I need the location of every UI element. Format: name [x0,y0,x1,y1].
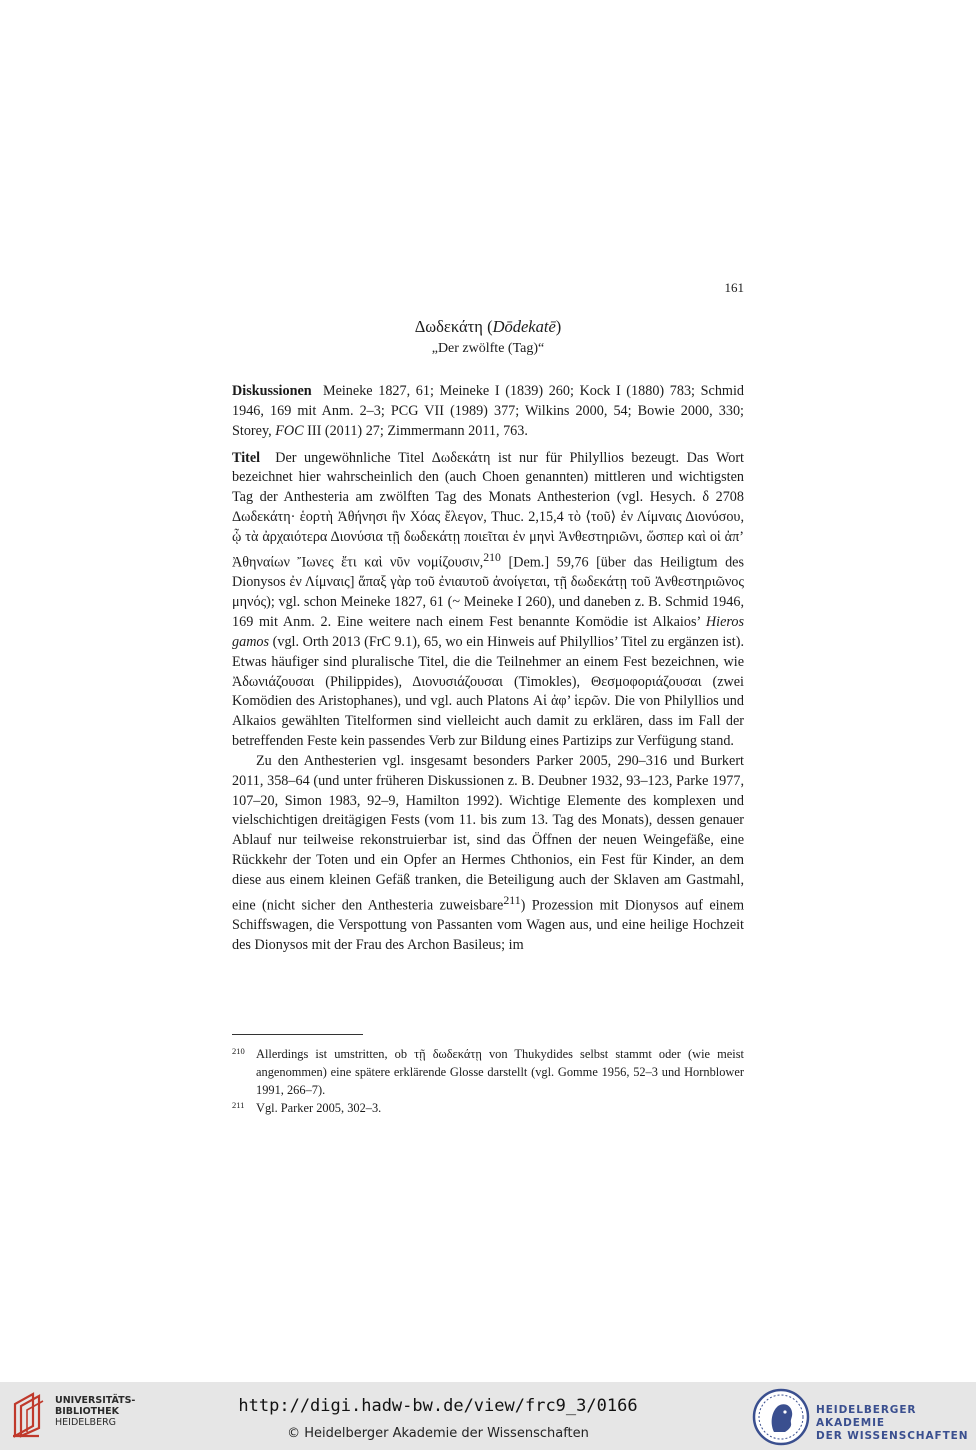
anthesterien-paragraph [232,752,744,956]
footnote-number: 211 [232,1100,245,1110]
footnote-number: 210 [232,1046,245,1056]
page-subtitle: „Der zwölfte (Tag)“ [431,341,545,356]
viewer-footer [0,1382,976,1450]
hadw-logo-line2: DER WISSENSCHAFTEN [816,1430,969,1442]
paragraph2-text-a: Zu den Anthesterien vgl. insgesamt besonders Parker 2005, 290–316 und Burkert 2011, 358–64 (und unter früheren Diskussionen z. B. Deubner 1932, 93–123, Parke 1977, 107–20, Simon 1983, 92–9, Hamilton 1992). Wichtige Elemente des komplexen und vielschichtigen dreitägigen Fests (vom 11. bis zum 13. Tag des Monats), dessen genauer Ablauf nur teilweise rekonstruierbar ist, sind das Öffnen der neuen Weingefäße, eine Rückkehr der Toten und ein Opfer an Hermes Chthonios, ein Fest für Kinder, an dem diese aus einem kleinen Gefäß tranken, die Beteiligung auch der Sklaven am Gastmahl, eine (nicht sicher den Anthesteria zuweisbare [232,752,744,914]
titel-text-italic: Hieros gamos [232,614,744,650]
footnote-ref-210[interactable]: 210 [483,549,501,564]
title-transliteration: Dōdekatē [492,317,556,336]
main-text [232,382,744,956]
footnote-ref-211[interactable]: 211 [503,892,521,907]
page-title [232,317,744,337]
titel-paragraph [232,449,744,752]
paragraph2-text-b: ) Prozession mit Dionysos auf einem Schiffswagen, die Verspottung von Passanten vom Wagen aus, und eine heilige Hochzeit des Dionysos mit der Frau des Archon Basileus; im [232,897,744,954]
discussions-text-b: III (2011) 27; Zimmermann 2011, 763. [303,422,528,439]
discussions-label: Diskussionen [232,383,312,399]
titel-text-c: (vgl. Orth 2013 (FrC 9.1), 65, wo ein Hinweis auf Philyllios’ Titel zu ergänzen ist). Etwas häufiger sind pluralische Titel, die die Teilnehmer an einem Fest bezeichnen, wie Ἀδωνιάζουσαι (Philippides), Διονυσιάζουσαι (Timokles), Θεσμοφοριάζουσαι (zwei Komödien des Aristophanes), und vgl. auch Platons Αἱ ἀφ’ ἱερῶν. Die von Philyllios und Alkaios gewählten Titelformen sind vielleicht auch damit zu erklären, dass im Fall der betreffenden Feste kein passendes Verb zur Bildung eines Partizips zur Verfügung stand. [232,633,744,750]
footnote-211 [232,1099,744,1117]
footnote-text: Allerdings ist umstritten, ob τῇ δωδεκάτῃ von Thukydides selbst stammt oder (wie meist angenommen) eine spätere erklärende Glosse darstellt (vgl. Gomme 1956, 52–3 und Hornblower 1991, 266–7). [256,1047,744,1097]
titel-label: Titel [232,449,261,466]
titel-text-b: [Dem.] 59,76 [über das Heiligtum des Dionysos ἐν Λίμναις] ἅπαξ γὰρ τοῦ ἐνιαυτοῦ ἀνοίγεται, τῇ δωδεκάτῃ τοῦ Ἀνθεστηριῶνος μηνός); vgl. schon Meineke 1827, 61 (~ Meineke I 260), und daneben z. B. Schmid 1946, 169 mit Anm. 2. Eine weitere nach einem Fest benannte Komödie ist Alkaios’ [232,554,744,631]
footnote-divider [232,1034,363,1035]
footnote-210 [232,1045,744,1099]
title-greek: Δωδεκάτη [414,317,483,336]
title-paren-open: ( [482,317,493,336]
discussions-text-a: Meineke 1827, 61; Meineke I (1839) 260; Kock I (1880) 783; Schmid 1946, 169 mit Anm. 2–3; PCG VII (1989) 377; Wilkins 2000, 54; Bowie 2000, 330; Storey, [232,383,745,439]
ub-logo-text [55,1395,135,1428]
title-paren-close: ) [555,317,562,336]
ub-heidelberg-logo[interactable] [9,1389,149,1439]
titel-text-a: Der ungewöhnliche Titel Δωδεκάτη ist nur für Philyllios bezeugt. Das Wort bezeichnet hier wahrscheinlich den (auch Choen genannten) mittleren und wichtigsten Tag der Anthesteria am zwölften Tag des Monats Anthesterion (vgl. Hesych. δ 2708 Δωδεκάτη· ἑορτὴ Ἀθήνησι ἣν Χόας ἔλεγον, Thuc. 2,15,4 τὸ ⟨τοῦ⟩ ἐν Λίμναις Διονύσου, ᾧ τὰ ἀρχαιότερα Διονύσια τῇ δωδεκάτῃ ποιεῖται ἐν μηνὶ Ἀνθεστηριῶνι, ὥσπερ καὶ οἱ ἀπ’ Ἀθηναίων Ἴωνες ἔτι καὶ νῦν νομίζουσιν, [232,449,744,571]
ub-logo-line2: BIBLIOTHEK [55,1406,119,1417]
academy-seal-icon [752,1388,810,1446]
discussions-text-italic: FOC [275,422,304,439]
page-number: 161 [724,280,744,295]
discussions-paragraph [232,382,744,442]
footnotes [232,1045,744,1117]
footnote-text: Vgl. Parker 2005, 302–3. [256,1101,382,1115]
ub-logo-line1: UNIVERSITÄTS- [55,1395,136,1406]
ub-logo-line3: HEIDELBERG [55,1417,117,1428]
hadw-logo-line1: HEIDELBERGER AKADEMIE [816,1404,917,1429]
hadw-logo[interactable] [752,1388,972,1446]
library-books-icon [9,1392,49,1438]
source-url-link[interactable]: http://digi.hadw-bw.de/view/frc9_3/0166 [238,1396,638,1416]
copyright-notice: © Heidelberger Akademie der Wissenschaften [287,1426,589,1441]
hadw-logo-text [816,1404,972,1443]
